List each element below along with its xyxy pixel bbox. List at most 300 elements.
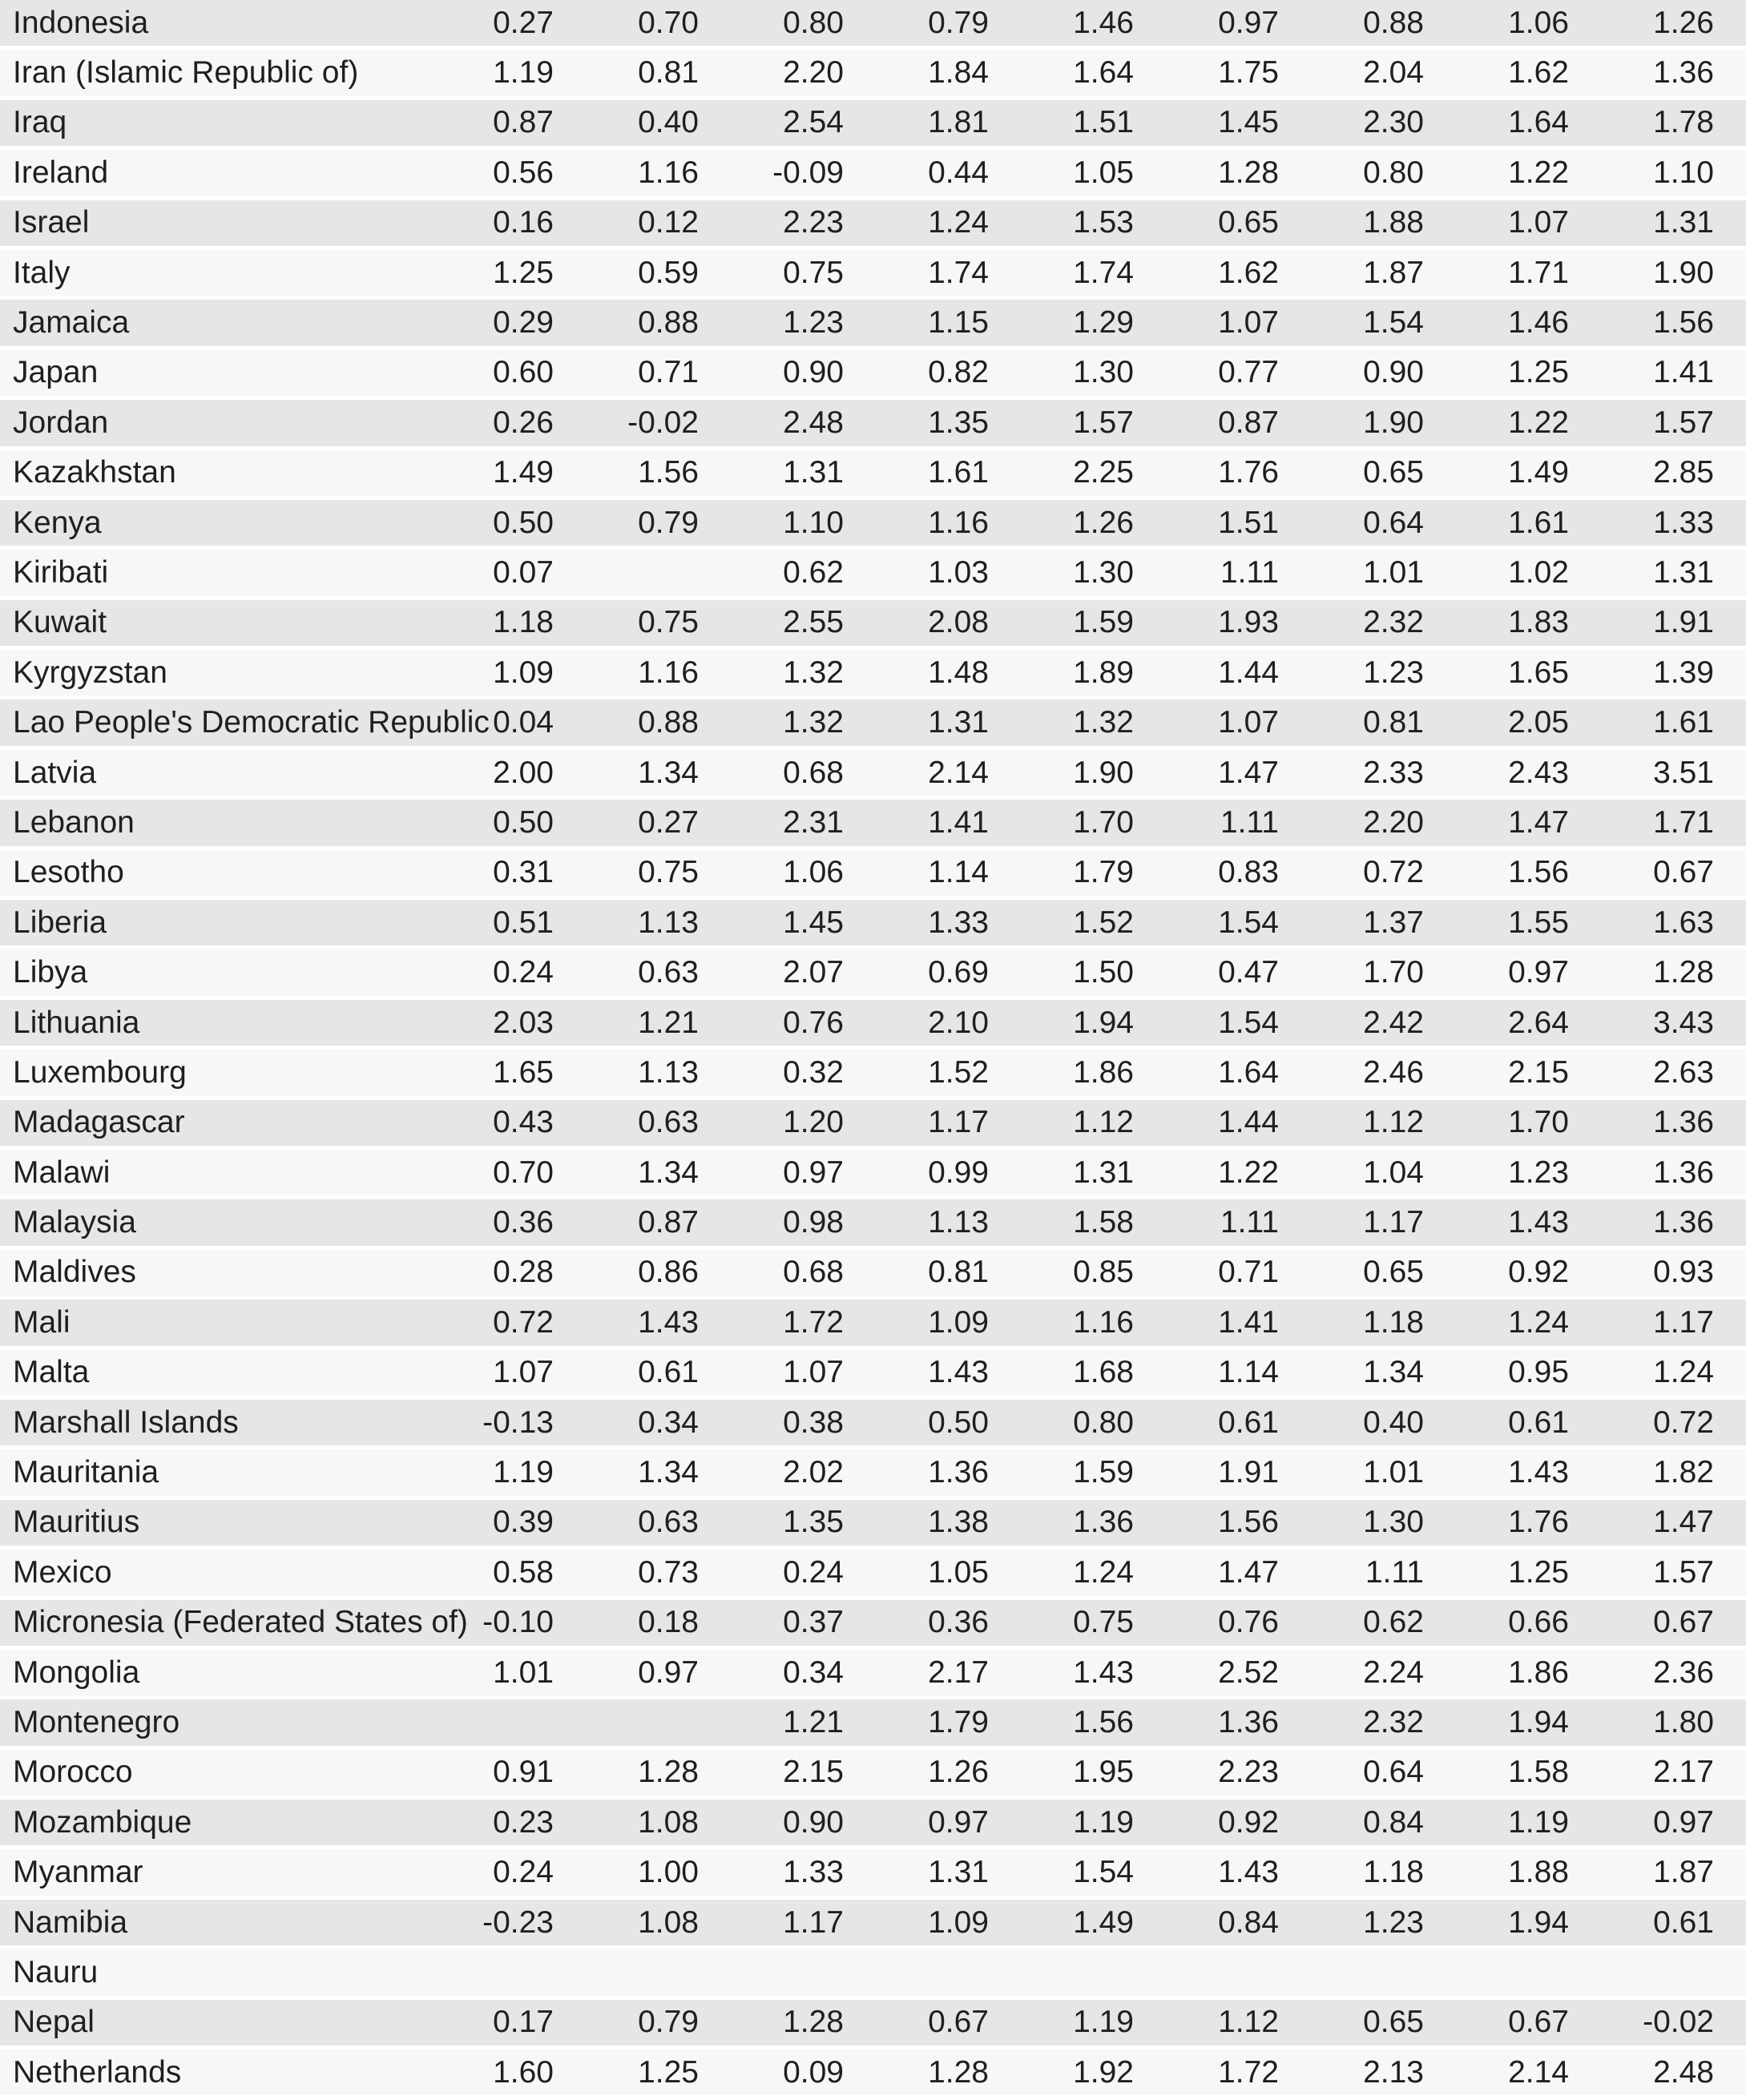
value-col-4: 2.14 <box>928 755 989 790</box>
value-col-2: 1.08 <box>638 1905 699 1940</box>
value-col-9: 1.41 <box>1653 355 1714 390</box>
value-col-7: 1.88 <box>1363 205 1424 240</box>
table-row <box>0 2000 1746 2050</box>
value-col-1: 0.39 <box>493 1505 554 1540</box>
value-col-5: 1.51 <box>1073 105 1134 140</box>
value-col-5: 1.56 <box>1073 1704 1134 1739</box>
value-col-8: 1.65 <box>1508 655 1569 690</box>
value-col-3: 1.20 <box>783 1105 844 1140</box>
value-col-1: 0.07 <box>493 554 554 590</box>
value-col-9: 1.36 <box>1653 55 1714 91</box>
country-name: Mongolia <box>13 1655 140 1690</box>
table-row <box>0 1050 1746 1099</box>
value-col-6: 0.71 <box>1218 1255 1279 1290</box>
value-col-4: 1.81 <box>928 105 989 140</box>
value-col-8: 1.88 <box>1508 1855 1569 1890</box>
country-name: Luxembourg <box>13 1054 187 1090</box>
value-col-9: 1.87 <box>1653 1855 1714 1890</box>
value-col-7: 2.32 <box>1363 1704 1424 1739</box>
value-col-6: 1.91 <box>1218 1455 1279 1490</box>
value-col-3: 2.54 <box>783 105 844 140</box>
value-col-5: 1.43 <box>1073 1655 1134 1690</box>
value-col-8: 1.22 <box>1508 155 1569 190</box>
value-col-7: 0.81 <box>1363 705 1424 740</box>
country-name: Jordan <box>13 405 109 440</box>
value-col-9: 1.33 <box>1653 505 1714 540</box>
country-name: Iran (Islamic Republic of) <box>13 55 359 91</box>
value-col-6: 0.97 <box>1218 5 1279 40</box>
country-name: Latvia <box>13 755 97 790</box>
country-name: Kyrgyzstan <box>13 655 167 690</box>
value-col-7: 0.65 <box>1363 455 1424 490</box>
value-col-4: 1.35 <box>928 405 989 440</box>
value-col-6: 1.62 <box>1218 255 1279 290</box>
value-col-3: 0.62 <box>783 554 844 590</box>
value-col-7: 0.65 <box>1363 1255 1424 1290</box>
value-col-6: 1.14 <box>1218 1355 1279 1390</box>
value-col-2: 0.79 <box>638 505 699 540</box>
value-col-5: 1.12 <box>1073 1105 1134 1140</box>
country-name: Malaysia <box>13 1205 136 1240</box>
value-col-2: 1.43 <box>638 1304 699 1340</box>
value-col-7: 1.04 <box>1363 1155 1424 1190</box>
value-col-5: 1.70 <box>1073 804 1134 840</box>
value-col-3: 0.38 <box>783 1405 844 1440</box>
value-col-7: 1.90 <box>1363 405 1424 440</box>
value-col-3: 1.32 <box>783 705 844 740</box>
value-col-4: 1.43 <box>928 1355 989 1390</box>
value-col-6: 0.84 <box>1218 1905 1279 1940</box>
value-col-5: 1.64 <box>1073 55 1134 91</box>
value-col-8: 1.61 <box>1508 505 1569 540</box>
value-col-6: 1.11 <box>1220 1205 1279 1240</box>
value-col-2: 0.88 <box>638 705 699 740</box>
value-col-6: 1.12 <box>1218 2005 1279 2040</box>
value-col-8: 1.49 <box>1508 455 1569 490</box>
value-col-4: 1.15 <box>928 305 989 341</box>
value-col-5: 1.16 <box>1073 1304 1134 1340</box>
value-col-1: 0.43 <box>493 1105 554 1140</box>
value-col-2: 0.75 <box>638 855 699 890</box>
value-col-5: 1.94 <box>1073 1005 1134 1040</box>
table-row <box>0 1650 1746 1699</box>
value-col-2: 0.81 <box>638 55 699 91</box>
value-col-5: 1.59 <box>1073 1455 1134 1490</box>
value-col-4: 1.48 <box>928 655 989 690</box>
value-col-3: 0.75 <box>783 255 844 290</box>
value-col-1: 0.91 <box>493 1755 554 1790</box>
value-col-5: 1.68 <box>1073 1355 1134 1390</box>
value-col-5: 1.92 <box>1073 2054 1134 2090</box>
country-name: Lebanon <box>13 804 135 840</box>
value-col-3: 0.80 <box>783 5 844 40</box>
value-col-1: 1.19 <box>493 1455 554 1490</box>
table-row <box>0 2050 1746 2099</box>
value-col-5: 1.95 <box>1073 1755 1134 1790</box>
value-col-2: 1.08 <box>638 1804 699 1840</box>
value-col-3: 0.90 <box>783 1804 844 1840</box>
value-col-1: 0.87 <box>493 105 554 140</box>
table-row <box>0 1300 1746 1349</box>
value-col-1: 1.19 <box>493 55 554 91</box>
value-col-9: 0.61 <box>1653 1905 1714 1940</box>
value-col-6: 0.92 <box>1218 1804 1279 1840</box>
value-col-2: 0.18 <box>638 1605 699 1640</box>
value-col-4: 1.09 <box>928 1905 989 1940</box>
table-row <box>0 1500 1746 1550</box>
value-col-6: 1.11 <box>1220 554 1279 590</box>
country-name: Israel <box>13 205 90 240</box>
value-col-9: 1.24 <box>1653 1355 1714 1390</box>
value-col-3: 1.21 <box>783 1704 844 1739</box>
country-name: Mexico <box>13 1554 112 1590</box>
value-col-3: 2.31 <box>783 804 844 840</box>
value-col-5: 1.32 <box>1073 705 1134 740</box>
value-col-6: 1.93 <box>1218 605 1279 640</box>
value-col-3: 2.23 <box>783 205 844 240</box>
value-col-8: 2.43 <box>1508 755 1569 790</box>
table-row <box>0 1449 1746 1499</box>
value-col-4: 1.17 <box>928 1105 989 1140</box>
value-col-4: 1.33 <box>928 905 989 940</box>
country-name: Indonesia <box>13 5 149 40</box>
value-col-8: 1.25 <box>1508 1554 1569 1590</box>
value-col-2: 0.75 <box>638 605 699 640</box>
value-col-8: 1.76 <box>1508 1505 1569 1540</box>
value-col-7: 1.54 <box>1363 305 1424 341</box>
country-name: Marshall Islands <box>13 1405 239 1440</box>
value-col-9: 0.97 <box>1653 1804 1714 1840</box>
value-col-4: 0.81 <box>928 1255 989 1290</box>
value-col-8: 1.83 <box>1508 605 1569 640</box>
value-col-5: 1.30 <box>1073 355 1134 390</box>
table-row <box>0 1350 1746 1400</box>
value-col-8: 1.24 <box>1508 1304 1569 1340</box>
value-col-3: 0.34 <box>783 1655 844 1690</box>
value-col-7: 1.23 <box>1363 1905 1424 1940</box>
value-col-2: 1.28 <box>638 1755 699 1790</box>
value-col-4: 1.84 <box>928 55 989 91</box>
country-name: Myanmar <box>13 1855 143 1890</box>
value-col-6: 0.77 <box>1218 355 1279 390</box>
value-col-2: 1.00 <box>638 1855 699 1890</box>
value-col-8: 1.23 <box>1508 1155 1569 1190</box>
value-col-3: 1.23 <box>783 305 844 341</box>
value-col-2: 0.40 <box>638 105 699 140</box>
value-col-8: 1.70 <box>1508 1105 1569 1140</box>
value-col-1: 2.03 <box>493 1005 554 1040</box>
value-col-1: 0.28 <box>493 1255 554 1290</box>
value-col-4: 1.31 <box>928 705 989 740</box>
value-col-2: 0.73 <box>638 1554 699 1590</box>
value-col-2: 1.21 <box>638 1005 699 1040</box>
value-col-4: 1.28 <box>928 2054 989 2090</box>
value-col-1: -0.23 <box>482 1905 554 1940</box>
country-name: Mali <box>13 1304 71 1340</box>
value-col-4: 1.31 <box>928 1855 989 1890</box>
value-col-6: 1.76 <box>1218 455 1279 490</box>
table-row <box>0 1849 1746 1899</box>
value-col-9: 1.36 <box>1653 1155 1714 1190</box>
value-col-6: 1.56 <box>1218 1505 1279 1540</box>
value-col-2: 1.34 <box>638 1455 699 1490</box>
value-col-2: 0.87 <box>638 1205 699 1240</box>
table-row <box>0 1400 1746 1449</box>
table-row <box>0 500 1746 550</box>
value-col-1: 1.49 <box>493 455 554 490</box>
value-col-5: 1.49 <box>1073 1905 1134 1940</box>
value-col-8: 2.15 <box>1508 1054 1569 1090</box>
value-col-6: 1.07 <box>1218 705 1279 740</box>
value-col-5: 1.19 <box>1073 1804 1134 1840</box>
country-name: Liberia <box>13 905 107 940</box>
value-col-7: 0.64 <box>1363 505 1424 540</box>
value-col-4: 0.44 <box>928 155 989 190</box>
value-col-6: 0.47 <box>1218 955 1279 990</box>
value-col-2: 0.79 <box>638 2005 699 2040</box>
table-row <box>0 550 1746 599</box>
value-col-9: 2.85 <box>1653 455 1714 490</box>
value-col-1: 0.50 <box>493 804 554 840</box>
value-col-1: 0.16 <box>493 205 554 240</box>
value-col-6: 0.87 <box>1218 405 1279 440</box>
value-col-2: 1.34 <box>638 755 699 790</box>
value-col-2: 0.63 <box>638 1105 699 1140</box>
country-name: Kiribati <box>13 554 109 590</box>
table-row <box>0 1900 1746 1949</box>
value-col-3: 1.28 <box>783 2005 844 2040</box>
value-col-2: 0.27 <box>638 804 699 840</box>
value-col-6: 1.45 <box>1218 105 1279 140</box>
value-col-9: 1.71 <box>1653 804 1714 840</box>
value-col-3: 2.55 <box>783 605 844 640</box>
value-col-1: 0.31 <box>493 855 554 890</box>
value-col-1: -0.10 <box>482 1605 554 1640</box>
value-col-4: 0.36 <box>928 1605 989 1640</box>
value-col-3: 0.76 <box>783 1005 844 1040</box>
country-name: Malta <box>13 1355 90 1390</box>
value-col-7: 1.01 <box>1363 554 1424 590</box>
value-col-2: 0.63 <box>638 1505 699 1540</box>
value-col-3: 0.32 <box>783 1054 844 1090</box>
value-col-2: 1.34 <box>638 1155 699 1190</box>
value-col-2: 1.56 <box>638 455 699 490</box>
value-col-9: 1.26 <box>1653 5 1714 40</box>
value-col-1: -0.13 <box>482 1405 554 1440</box>
table-row <box>0 900 1746 949</box>
value-col-5: 1.79 <box>1073 855 1134 890</box>
value-col-8: 0.61 <box>1508 1405 1569 1440</box>
value-col-1: 0.58 <box>493 1554 554 1590</box>
value-col-4: 2.10 <box>928 1005 989 1040</box>
table-row <box>0 1199 1746 1249</box>
value-col-7: 0.90 <box>1363 355 1424 390</box>
value-col-3: 1.32 <box>783 655 844 690</box>
value-col-1: 1.25 <box>493 255 554 290</box>
country-name: Jamaica <box>13 305 130 341</box>
value-col-5: 0.75 <box>1073 1605 1134 1640</box>
value-col-1: 0.60 <box>493 355 554 390</box>
table-row <box>0 1000 1746 1050</box>
value-col-1: 2.00 <box>493 755 554 790</box>
value-col-3: 0.98 <box>783 1205 844 1240</box>
value-col-4: 1.41 <box>928 804 989 840</box>
value-col-2: 1.16 <box>638 155 699 190</box>
value-col-2: 0.61 <box>638 1355 699 1390</box>
value-col-8: 2.05 <box>1508 705 1569 740</box>
value-col-9: 1.10 <box>1653 155 1714 190</box>
value-col-6: 1.47 <box>1218 1554 1279 1590</box>
value-col-1: 0.29 <box>493 305 554 341</box>
value-col-9: 1.82 <box>1653 1455 1714 1490</box>
value-col-5: 1.19 <box>1073 2005 1134 2040</box>
value-col-8: 1.94 <box>1508 1704 1569 1739</box>
value-col-3: 2.20 <box>783 55 844 91</box>
value-col-7: 1.12 <box>1363 1105 1424 1140</box>
value-col-1: 1.18 <box>493 605 554 640</box>
value-col-9: 1.90 <box>1653 255 1714 290</box>
value-col-3: 0.68 <box>783 1255 844 1290</box>
value-col-4: 0.69 <box>928 955 989 990</box>
value-col-2: 0.70 <box>638 5 699 40</box>
value-col-4: 2.17 <box>928 1655 989 1690</box>
value-col-8: 0.97 <box>1508 955 1569 990</box>
value-col-7: 2.46 <box>1363 1054 1424 1090</box>
value-col-3: 2.15 <box>783 1755 844 1790</box>
value-col-5: 0.80 <box>1073 1405 1134 1440</box>
value-col-6: 2.23 <box>1218 1755 1279 1790</box>
value-col-2: 1.13 <box>638 905 699 940</box>
value-col-4: 1.79 <box>928 1704 989 1739</box>
value-col-5: 1.54 <box>1073 1855 1134 1890</box>
value-col-2: 0.59 <box>638 255 699 290</box>
value-col-3: 1.72 <box>783 1304 844 1340</box>
value-col-6: 1.28 <box>1218 155 1279 190</box>
value-col-6: 1.43 <box>1218 1855 1279 1890</box>
value-col-9: 2.48 <box>1653 2054 1714 2090</box>
value-col-9: 1.28 <box>1653 955 1714 990</box>
value-col-1: 0.24 <box>493 955 554 990</box>
value-col-1: 1.60 <box>493 2054 554 2090</box>
value-col-8: 0.95 <box>1508 1355 1569 1390</box>
value-col-8: 1.43 <box>1508 1205 1569 1240</box>
value-col-4: 0.50 <box>928 1405 989 1440</box>
value-col-8: 1.58 <box>1508 1755 1569 1790</box>
value-col-5: 0.85 <box>1073 1255 1134 1290</box>
table-row <box>0 1750 1746 1800</box>
value-col-2: 0.86 <box>638 1255 699 1290</box>
table-row <box>0 1100 1746 1150</box>
value-col-5: 1.57 <box>1073 405 1134 440</box>
country-name: Nepal <box>13 2005 95 2040</box>
value-col-7: 0.84 <box>1363 1804 1424 1840</box>
value-col-6: 2.52 <box>1218 1655 1279 1690</box>
value-col-1: 0.24 <box>493 1855 554 1890</box>
table-row <box>0 800 1746 849</box>
value-col-8: 1.06 <box>1508 5 1569 40</box>
value-col-3: 1.07 <box>783 1355 844 1390</box>
value-col-3: 0.68 <box>783 755 844 790</box>
value-col-2: 0.71 <box>638 355 699 390</box>
value-col-8: 1.62 <box>1508 55 1569 91</box>
value-col-7: 1.23 <box>1363 655 1424 690</box>
table-row <box>0 150 1746 200</box>
value-col-1: 0.36 <box>493 1205 554 1240</box>
value-col-8: 1.07 <box>1508 205 1569 240</box>
value-col-6: 0.65 <box>1218 205 1279 240</box>
table-row <box>0 1250 1746 1300</box>
value-col-8: 1.64 <box>1508 105 1569 140</box>
country-name: Ireland <box>13 155 109 190</box>
table-row <box>0 350 1746 400</box>
table-row <box>0 1150 1746 1199</box>
value-col-4: 1.16 <box>928 505 989 540</box>
value-col-8: 2.64 <box>1508 1005 1569 1040</box>
table-row <box>0 400 1746 449</box>
value-col-6: 1.75 <box>1218 55 1279 91</box>
country-name: Libya <box>13 955 88 990</box>
value-col-8: 1.43 <box>1508 1455 1569 1490</box>
value-col-4: 1.36 <box>928 1455 989 1490</box>
value-col-4: 1.74 <box>928 255 989 290</box>
value-col-5: 1.24 <box>1073 1554 1134 1590</box>
country-name: Morocco <box>13 1755 133 1790</box>
value-col-7: 1.18 <box>1363 1304 1424 1340</box>
value-col-1: 0.04 <box>493 705 554 740</box>
table-row <box>0 200 1746 250</box>
country-name: Iraq <box>13 105 67 140</box>
value-col-6: 1.64 <box>1218 1054 1279 1090</box>
value-col-6: 0.61 <box>1218 1405 1279 1440</box>
value-col-7: 1.18 <box>1363 1855 1424 1890</box>
value-col-3: 1.45 <box>783 905 844 940</box>
value-col-9: 1.36 <box>1653 1105 1714 1140</box>
value-col-4: 1.26 <box>928 1755 989 1790</box>
value-col-9: 1.57 <box>1653 405 1714 440</box>
value-col-1: 0.72 <box>493 1304 554 1340</box>
country-name: Kazakhstan <box>13 455 176 490</box>
value-col-4: 1.14 <box>928 855 989 890</box>
value-col-2: 0.63 <box>638 955 699 990</box>
value-col-9: 1.63 <box>1653 905 1714 940</box>
value-col-1: 1.65 <box>493 1054 554 1090</box>
value-col-7: 2.33 <box>1363 755 1424 790</box>
value-col-9: 3.43 <box>1653 1005 1714 1040</box>
value-col-2: 0.97 <box>638 1655 699 1690</box>
value-col-2: 0.12 <box>638 205 699 240</box>
value-col-7: 0.62 <box>1363 1605 1424 1640</box>
value-col-9: 1.47 <box>1653 1505 1714 1540</box>
value-col-1: 0.26 <box>493 405 554 440</box>
value-col-3: 0.09 <box>783 2054 844 2090</box>
value-col-7: 2.20 <box>1363 804 1424 840</box>
value-col-3: 1.10 <box>783 505 844 540</box>
value-col-1: 0.27 <box>493 5 554 40</box>
value-col-5: 1.31 <box>1073 1155 1134 1190</box>
value-col-5: 1.26 <box>1073 505 1134 540</box>
table-row <box>0 1949 1746 1999</box>
value-col-9: 1.17 <box>1653 1304 1714 1340</box>
country-name: Mauritius <box>13 1505 140 1540</box>
value-col-4: 0.99 <box>928 1155 989 1190</box>
table-row <box>0 1699 1746 1749</box>
country-name: Montenegro <box>13 1704 180 1739</box>
country-name: Kenya <box>13 505 102 540</box>
value-col-5: 2.25 <box>1073 455 1134 490</box>
value-col-8: 0.92 <box>1508 1255 1569 1290</box>
value-col-1: 1.01 <box>493 1655 554 1690</box>
value-col-7: 0.64 <box>1363 1755 1424 1790</box>
